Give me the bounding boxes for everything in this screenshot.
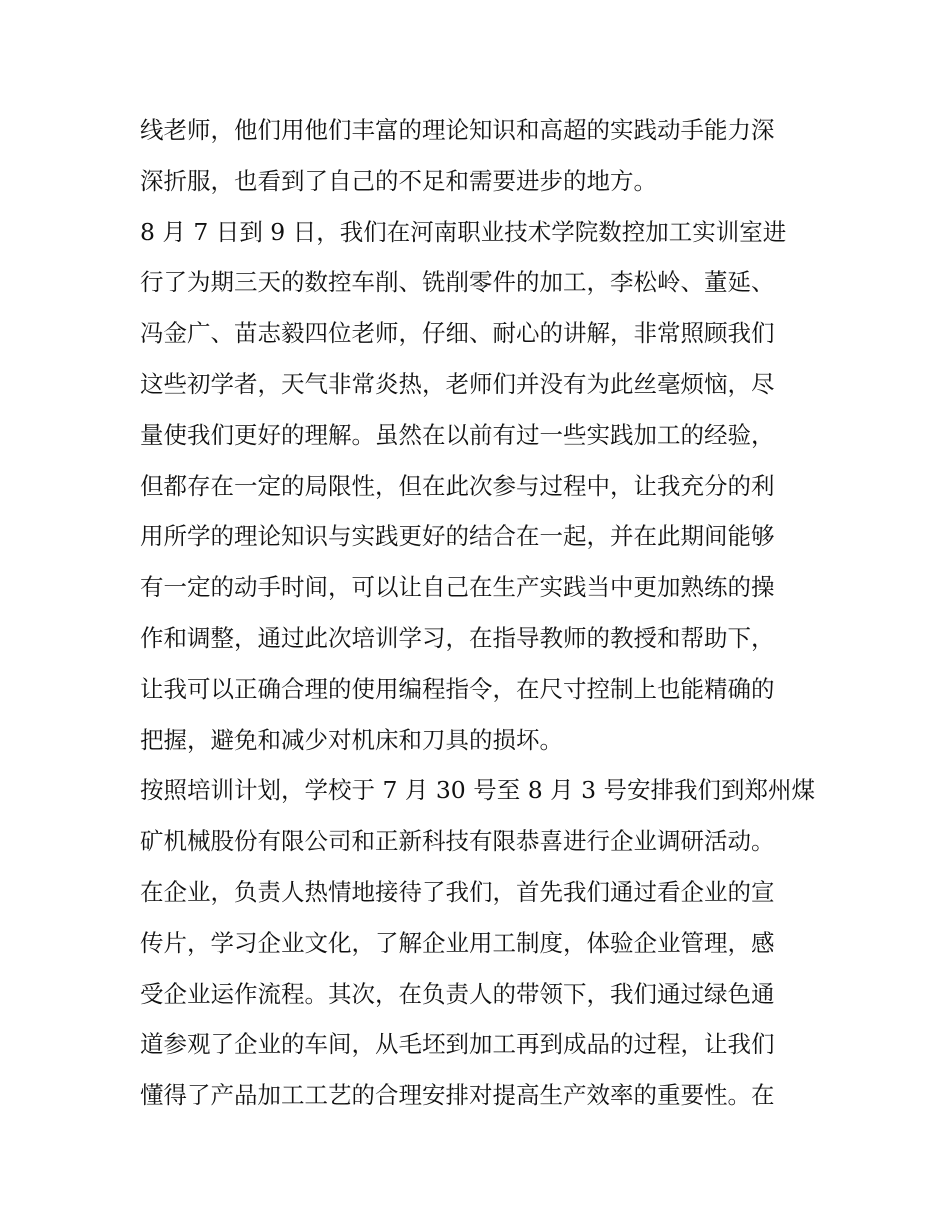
text-line: 线老师，他们用他们丰富的理论知识和高超的实践动手能力深 <box>140 116 775 144</box>
text-line: 传片，学习企业文化，了解企业用工制度，体验企业管理，感 <box>140 928 775 957</box>
text-line: 把握，避免和减少对机床和刀具的损坏。 <box>140 725 563 754</box>
body-text <box>140 105 830 1121</box>
text-line: 量使我们更好的理解。虽然在以前有过一些实践加工的经验， <box>140 420 775 449</box>
text-line: 有一定的动手时间，可以让自己在生产实践当中更加熟练的操 <box>140 573 775 602</box>
text-line: 在企业，负责人热情地接待了我们，首先我们通过看企业的宣 <box>140 877 775 906</box>
text-line: 用所学的理论知识与实践更好的结合在一起，并在此期间能够 <box>140 522 775 551</box>
text-line: 按照培训计划，学校于 7 月 30 号至 8 月 3 号安排我们到郑州煤 <box>140 776 816 805</box>
text-line: 受企业运作流程。其次，在负责人的带领下，我们通过绿色通 <box>140 979 775 1008</box>
text-line: 作和调整，通过此次培训学习，在指导教师的教授和帮助下， <box>140 623 775 652</box>
text-line: 让我可以正确合理的使用编程指令，在尺寸控制上也能精确的 <box>140 674 775 703</box>
text-line: 这些初学者，天气非常炎热，老师们并没有为此丝毫烦恼，尽 <box>140 369 775 398</box>
text-line: 8 月 7 日到 9 日，我们在河南职业技术学院数控加工实训室进 <box>140 217 787 246</box>
text-line: 懂得了产品加工工艺的合理安排对提高生产效率的重要性。在 <box>140 1081 775 1110</box>
text-line: 深折服，也看到了自己的不足和需要进步的地方。 <box>140 166 657 195</box>
text-line: 道参观了企业的车间，从毛坯到加工再到成品的过程，让我们 <box>140 1030 775 1059</box>
text-line: 冯金广、苗志毅四位老师，仔细、耐心的讲解，非常照顾我们 <box>140 319 775 348</box>
text-line: 矿机械股份有限公司和正新科技有限恭喜进行企业调研活动。 <box>140 827 775 856</box>
text-line: 行了为期三天的数控车削、铣削零件的加工，李松岭、董延、 <box>140 268 775 297</box>
text-line: 但都存在一定的局限性，但在此次参与过程中，让我充分的利 <box>140 471 775 500</box>
